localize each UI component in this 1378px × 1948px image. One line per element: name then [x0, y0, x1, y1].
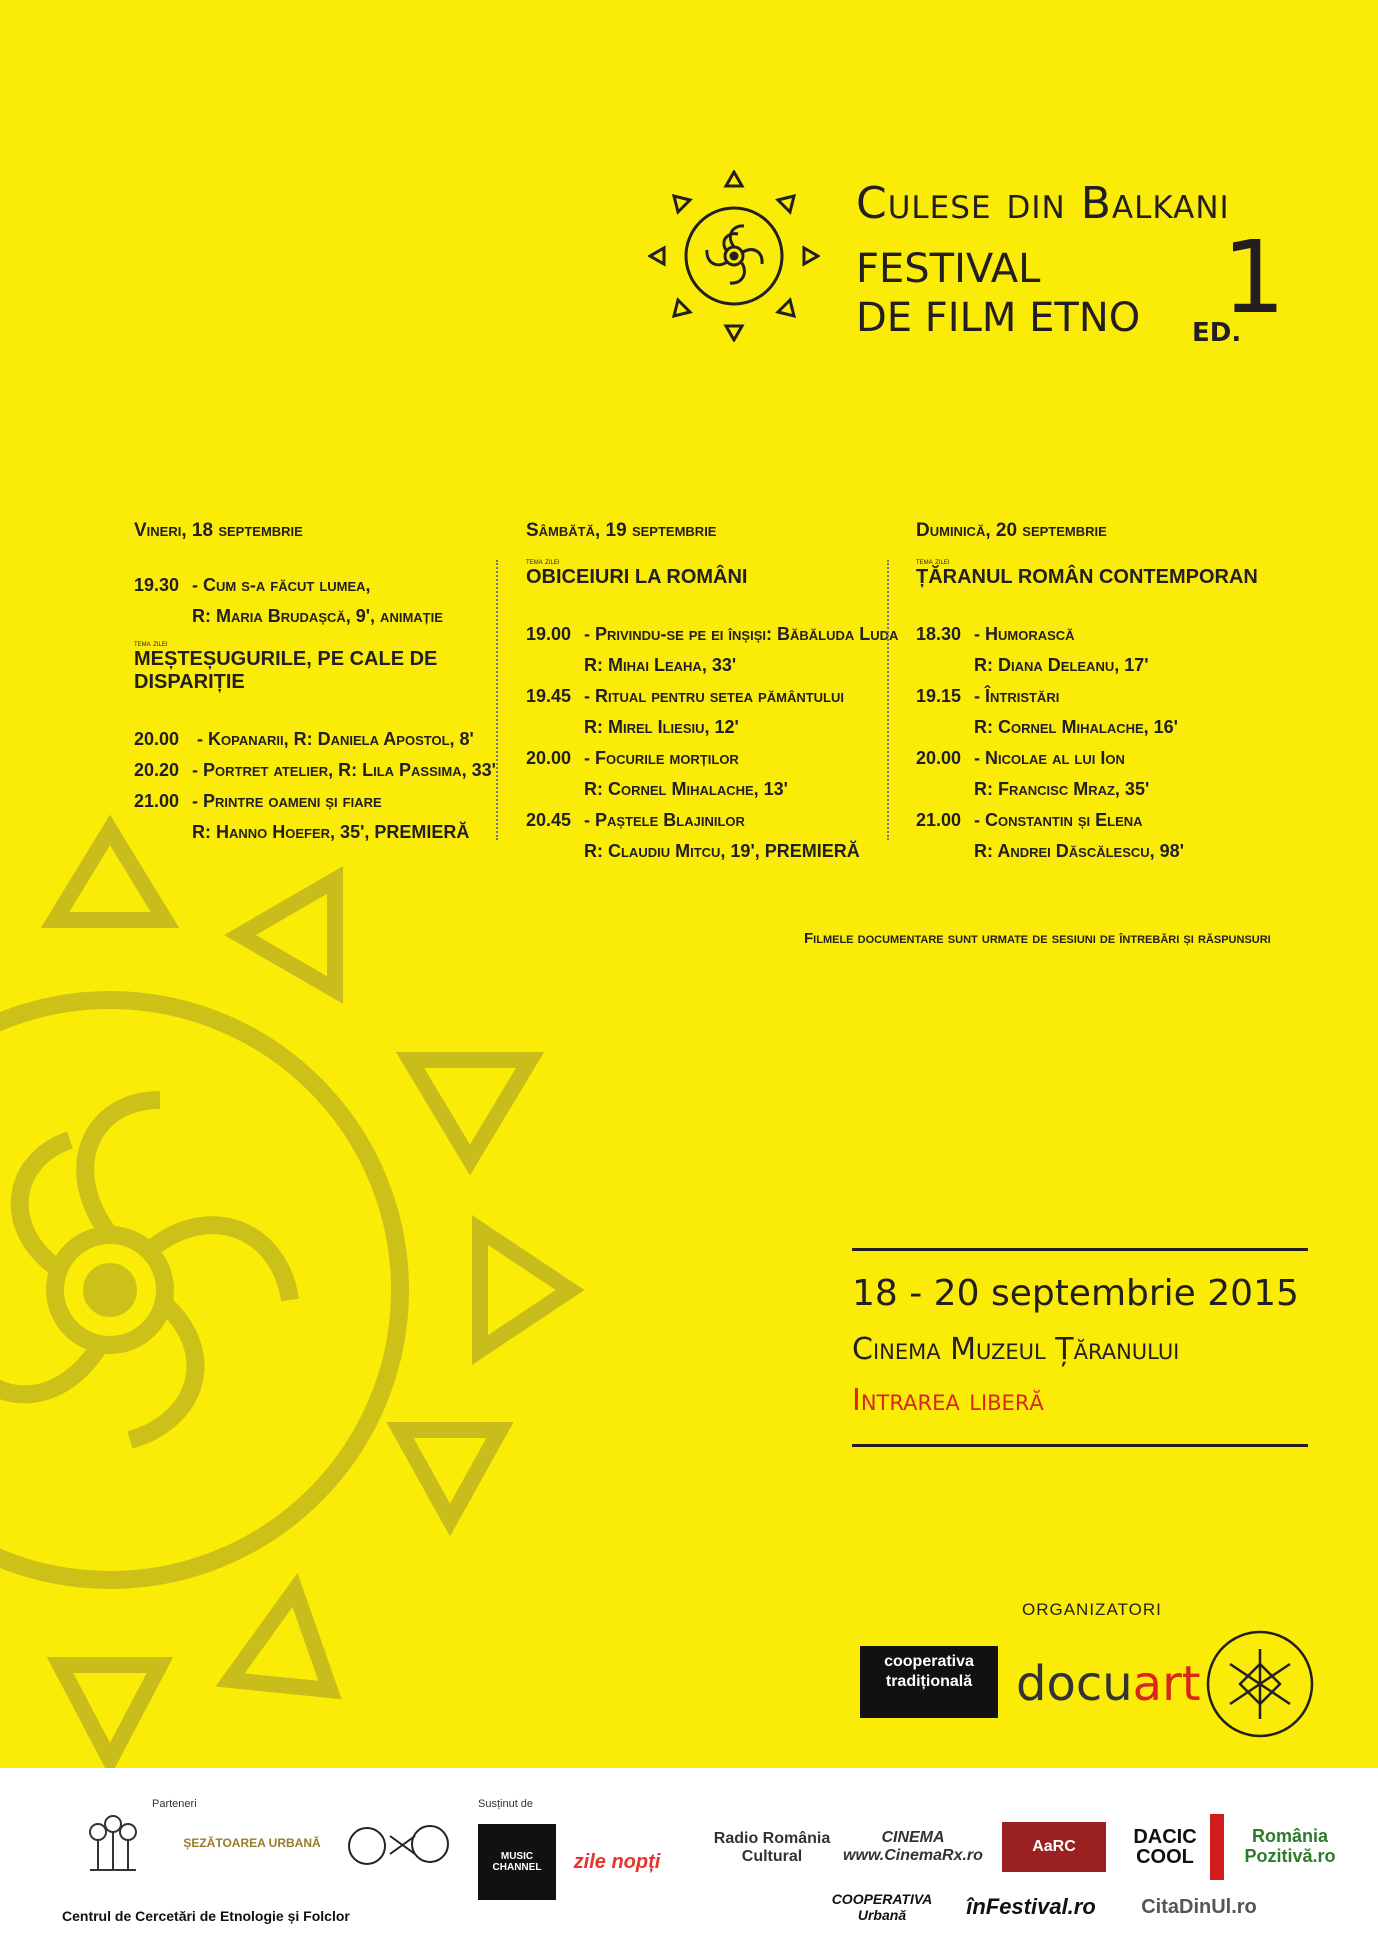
- day-heading: Sâmbătă, 19 septembrie: [526, 520, 717, 541]
- cooperatia-urbana-logo: COOPERATIVA Urbană: [831, 1891, 933, 1923]
- theme-tag: tema zilei: [134, 638, 168, 648]
- romania-pozitiva-logo: România Pozitivă.ro: [1244, 1826, 1336, 1866]
- citadinul-logo: CitaDinUl.ro: [1141, 1895, 1257, 1918]
- cinema-muzeul-taranului-logo-icon: [78, 1810, 148, 1880]
- theme-tag: tema zilei: [526, 556, 560, 566]
- event-time-title: 21.00 - Constantin și Elena: [916, 810, 1143, 830]
- event-time-title: 20.45 - Paștele Blajinilor: [526, 810, 745, 830]
- muzeul-taranului-logo-icon: [1200, 1624, 1320, 1744]
- edition-number: 1: [1222, 219, 1286, 336]
- cooperativa-traditionala-logo: cooperativa tradițională: [860, 1646, 998, 1718]
- event-time-title: 20.20 - Portret atelier, R: Lila Passima, 33': [134, 760, 496, 780]
- supported-label: Susținut de: [478, 1798, 534, 1810]
- event-credit: R: Francisc Mraz, 35': [974, 779, 1150, 799]
- column-divider: [887, 560, 889, 840]
- info-top-rule: [852, 1248, 1308, 1251]
- docuart-logo: docuart: [1016, 1656, 1201, 1712]
- event-credit: R: Andrei Dăscălescu, 98': [974, 841, 1184, 861]
- theme-tag: tema zilei: [916, 556, 950, 566]
- event-venue: Cinema Muzeul Țăranului: [852, 1332, 1180, 1367]
- qa-note: Filmele documentare sunt urmate de sesiuni de întrebări și răspunsuri: [804, 930, 1271, 947]
- day-heading: Duminică, 20 septembrie: [916, 520, 1107, 541]
- event-credit: R: Cornel Mihalache, 13': [584, 779, 788, 799]
- info-bottom-rule: [852, 1444, 1308, 1447]
- event-credit: R: Cornel Mihalache, 16': [974, 717, 1178, 737]
- event-credit: R: Claudiu Mitcu, 19', PREMIERĂ: [584, 841, 860, 861]
- event-time-title: 20.00 - Focurile morților: [526, 748, 739, 768]
- event-credit: R: Maria Brudașcă, 9', animație: [192, 606, 443, 626]
- music-channel-logo: MUSIC CHANNEL: [478, 1824, 556, 1900]
- day-column-saturday: [526, 520, 906, 867]
- column-divider: [496, 560, 498, 840]
- day-heading: Vineri, 18 septembrie: [134, 520, 303, 541]
- dacic-cool-logo: DACIC COOL: [1120, 1814, 1224, 1880]
- festival-subtitle-line2: DE FILM ETNO: [856, 295, 1141, 341]
- aarc-logo: AaRC: [1002, 1822, 1106, 1872]
- event-time-title: 19.00 - Privindu-se pe ei înșiși: Băbăluda Luda: [526, 624, 899, 644]
- event-credit: R: Hanno Hoefer, 35', PREMIERĂ: [192, 822, 470, 842]
- day-column-sunday: [916, 520, 1296, 867]
- theme-title: MEȘTEȘUGURILE, PE CALE DE DISPARIȚIE: [134, 648, 438, 693]
- event-credit: R: Mirel Iliesiu, 12': [584, 717, 739, 737]
- infestival-logo: înFestival.ro: [966, 1894, 1096, 1919]
- event-info-block: [852, 1248, 1308, 1447]
- event-time-title: 20.00 - Nicolae al lui Ion: [916, 748, 1125, 768]
- theme-title: OBICEIURI LA ROMÂNI: [526, 566, 748, 588]
- zile-nopti-logo: zile nopți: [573, 1850, 661, 1873]
- ethnology-centre-credit: Centrul de Cercetări de Etnologie și Folclor: [62, 1908, 350, 1924]
- partners-label: Parteneri: [152, 1798, 197, 1810]
- event-credit: R: Mihai Leaha, 33': [584, 655, 737, 675]
- festival-subtitle-line1: FESTIVAL: [856, 246, 1041, 292]
- event-time-title: 19.45 - Ritual pentru setea pământului: [526, 686, 844, 706]
- edition-label: ED.: [1192, 318, 1242, 348]
- event-time-title: 21.00 - Printre oameni și fiare: [134, 791, 382, 811]
- sezatoarea-urbana-logo: ȘEZĂTOAREA URBANĂ: [183, 1836, 321, 1850]
- festival-sun-logo-icon: [648, 170, 820, 342]
- event-dates: 18 - 20 septembrie 2015: [852, 1273, 1299, 1314]
- event-time-title: 18.30 - Humorască: [916, 624, 1075, 644]
- festival-title: Culese din Balkani: [856, 178, 1230, 229]
- event-time-title: 19.30 - Cum s-a făcut lumea,: [134, 575, 371, 595]
- radio-romania-cultural-logo: Radio România Cultural: [713, 1830, 831, 1865]
- event-credit: R: Diana Deleanu, 17': [974, 655, 1149, 675]
- event-time-title: 20.00 - Kopanarii, R: Daniela Apostol, 8': [134, 729, 474, 749]
- theme-title: ȚĂRANUL ROMÂN CONTEMPORAN: [916, 566, 1258, 588]
- organizers-label: ORGANIZATORI: [1022, 1600, 1162, 1619]
- event-entry: Intrarea liberă: [852, 1383, 1044, 1418]
- tanti-nina-logo-icon: [345, 1816, 455, 1876]
- day-column-friday: [134, 520, 514, 848]
- cinemarx-logo: CINEMA www.CinemaRx.ro: [843, 1829, 983, 1864]
- event-time-title: 19.15 - Întristări: [916, 686, 1060, 706]
